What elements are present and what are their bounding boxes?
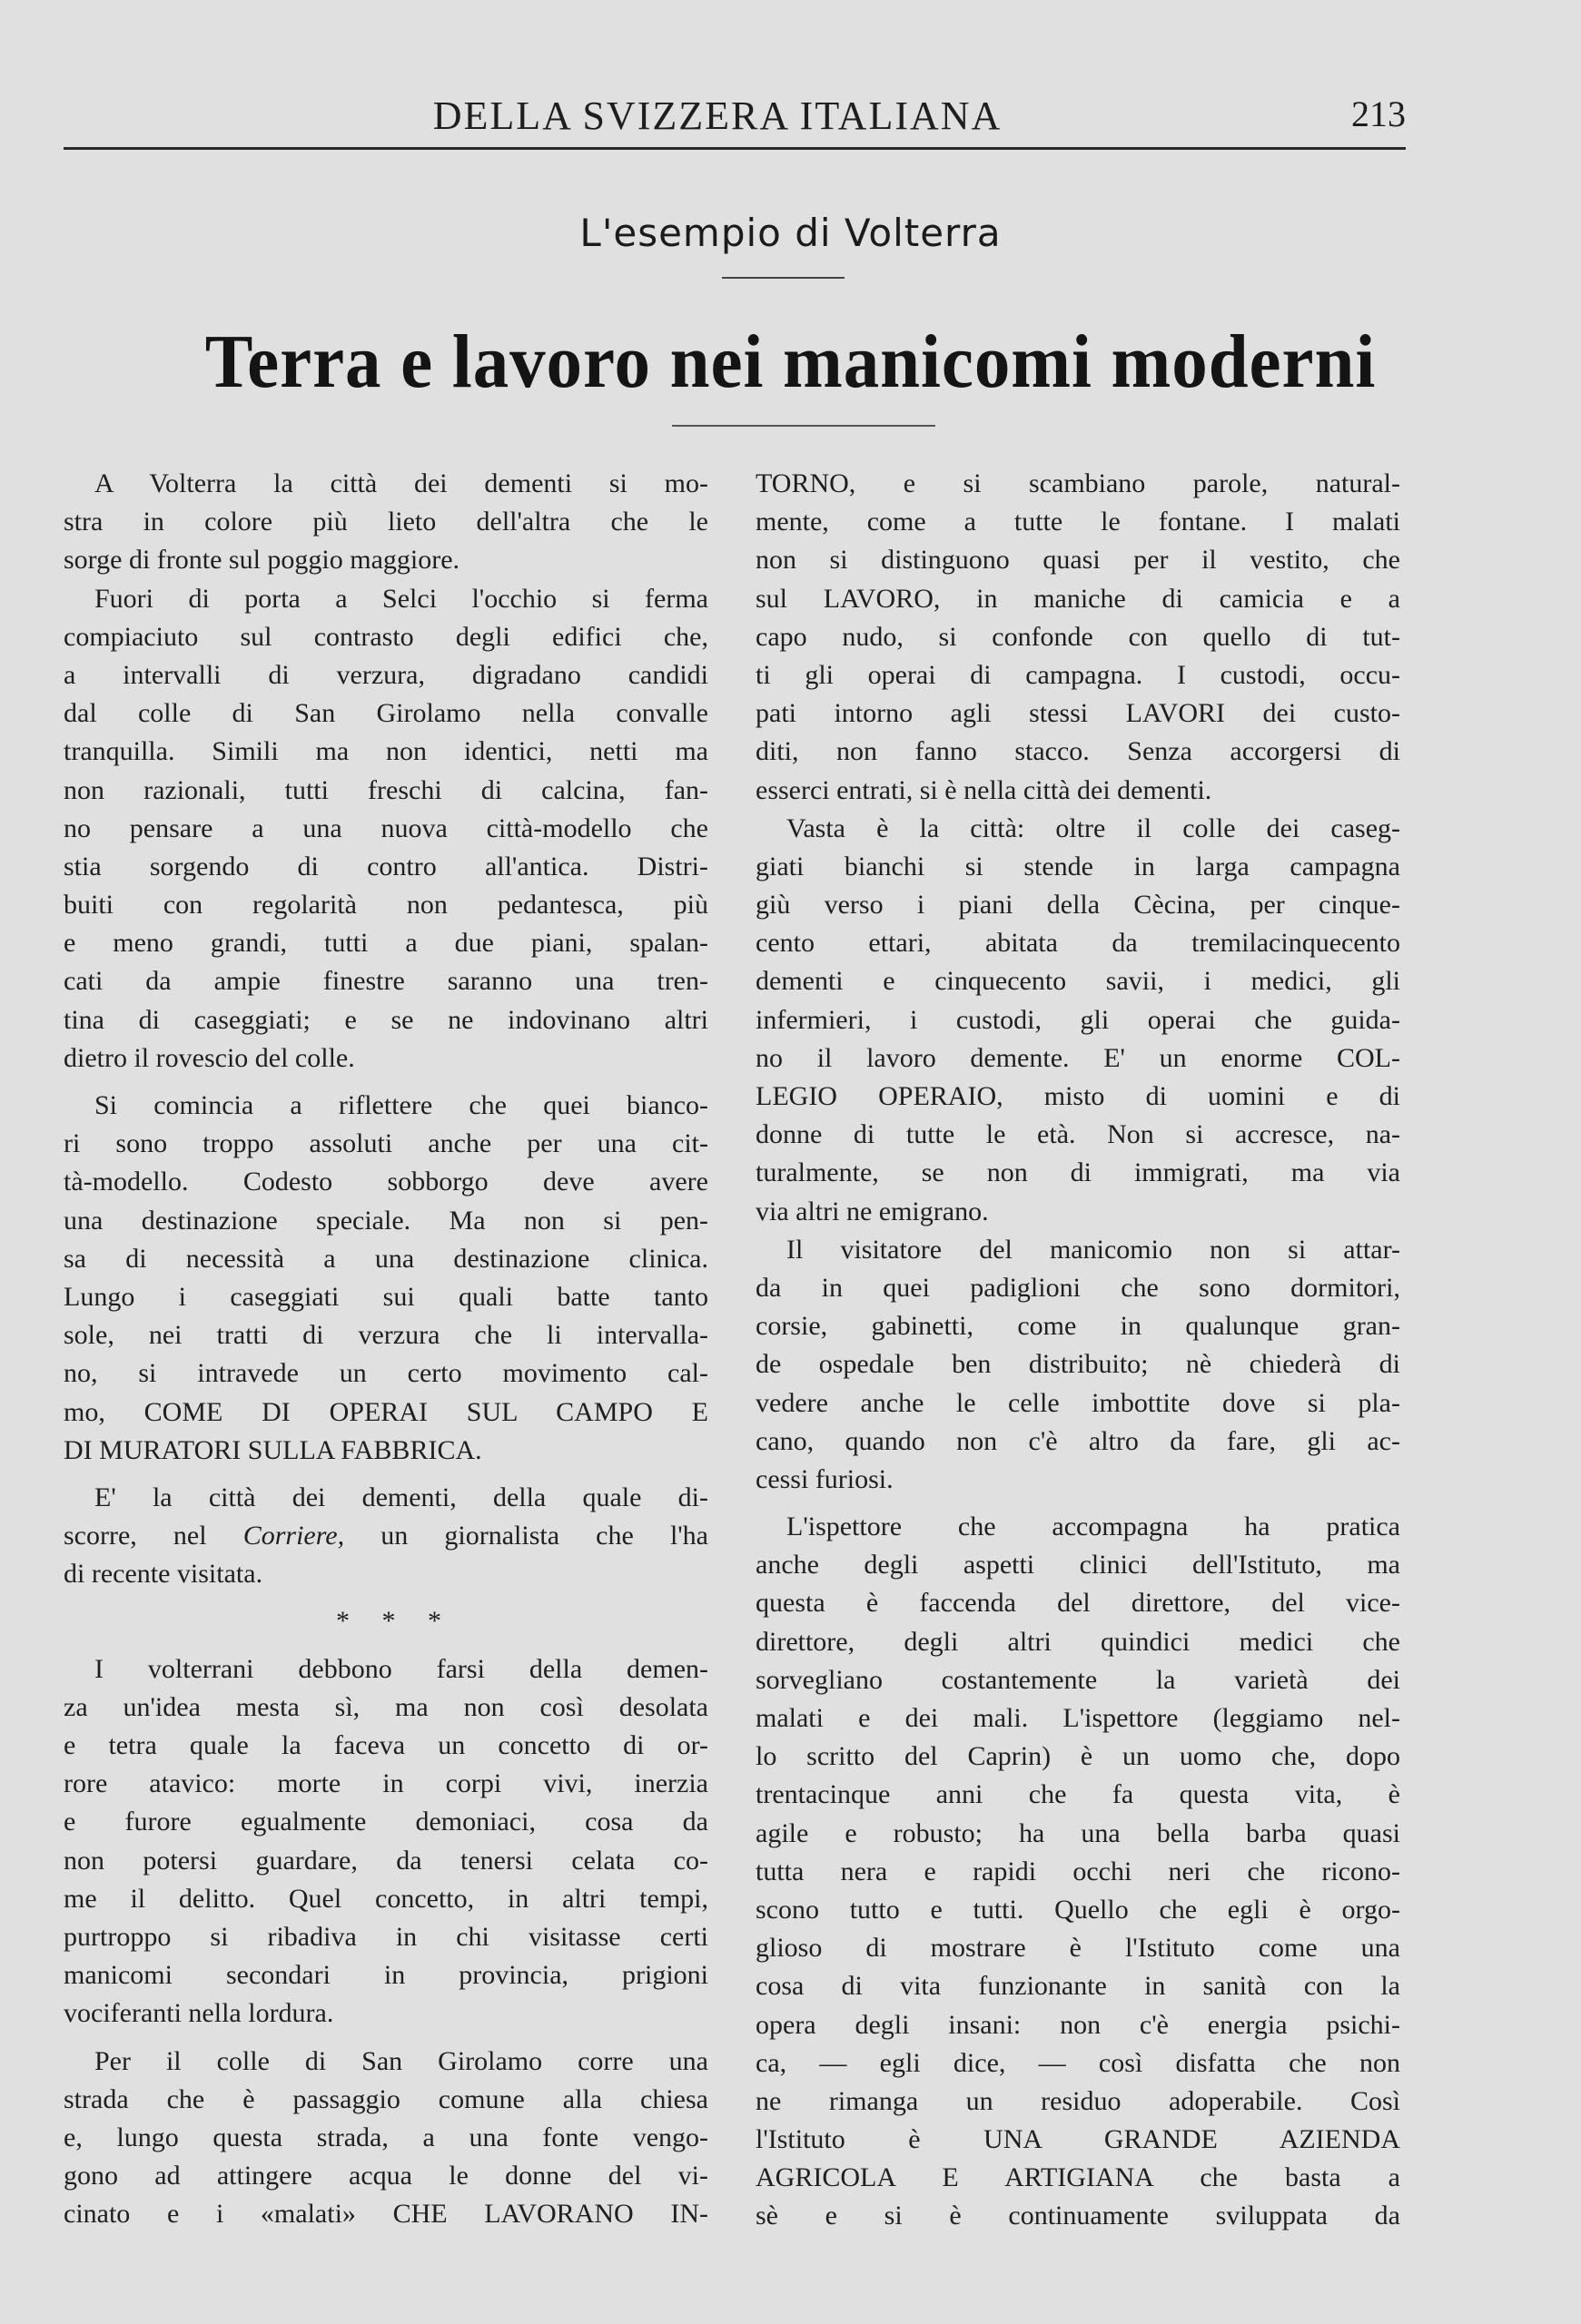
- text-line: me il delitto. Quel concetto, in altri tempi,: [64, 1883, 708, 1914]
- text-line: rore atavico: morte in corpi vivi, inerzia: [64, 1768, 708, 1799]
- text-line: stia sorgendo di contro all'antica. Distri-: [64, 851, 708, 881]
- paragraph-gap: [64, 1470, 708, 1479]
- text-line: donne di tutte le età. Non si accresce, na-: [756, 1119, 1400, 1150]
- text-line: opera degli insani: non c'è energia psichi-: [756, 2009, 1400, 2040]
- text-line: sole, nei tratti di verzura che li intervalla-: [64, 1320, 708, 1351]
- text-line: AGRICOLA E ARTIGIANA che basta a: [756, 2162, 1400, 2193]
- text-line: cessi furiosi.: [756, 1463, 894, 1494]
- text-line: scono tutto e tutti. Quello che egli è orgo-: [756, 1894, 1400, 1925]
- text-line: e meno grandi, tutti a due piani, spalan-: [64, 928, 708, 959]
- text-line: I volterrani debbono farsi della demen-: [94, 1653, 708, 1684]
- text-line: strada che è passaggio comune alla chiesa: [64, 2083, 708, 2114]
- text-line: E' la città dei dementi, della quale di-: [94, 1482, 708, 1512]
- text-line: agile e robusto; ha una bella barba quasi: [756, 1817, 1400, 1848]
- text-line: cati da ampie finestre saranno una tren-: [64, 966, 708, 997]
- text-line: ne rimanga un residuo adoperabile. Così: [756, 2085, 1400, 2116]
- running-header: [64, 82, 1406, 154]
- text-line: de ospedale ben distribuito; nè chiederà di: [756, 1349, 1400, 1380]
- right-column: [756, 465, 1400, 2236]
- headline-rule: [672, 425, 935, 427]
- text-line: gono ad attingere acqua le donne del vi-: [64, 2161, 708, 2191]
- text-line: ca, — egli dice, — così disfatta che non: [756, 2047, 1400, 2078]
- text-line: TORNO, e si scambiano parole, natural-: [756, 468, 1400, 498]
- text-line: tutta nera e rapidi occhi neri che ricono-: [756, 1856, 1400, 1886]
- text-line: l'Istituto è UNA GRANDE AZIENDA: [756, 2124, 1400, 2155]
- text-line: questa è faccenda del direttore, del vice-: [756, 1588, 1400, 1619]
- text-line: vociferanti nella lordura.: [64, 1998, 334, 2029]
- text-line: purtroppo si ribadiva in chi visitasse certi: [64, 1921, 708, 1952]
- text-line: A Volterra la città dei dementi si mo-: [94, 468, 708, 498]
- text-line: via altri ne emigrano.: [756, 1196, 989, 1226]
- text-line: sè e si è continuamente sviluppata da: [756, 2201, 1400, 2231]
- text-line: LEGIO OPERAIO, misto di uomini e di: [756, 1081, 1400, 1111]
- running-title: DELLA SVIZZERA ITALIANA: [432, 94, 1003, 138]
- text-line: e, lungo questa strada, a una fonte vengo-: [64, 2122, 708, 2152]
- text-line: mo, COME DI OPERAI SUL CAMPO E: [64, 1396, 708, 1427]
- text-line: malati e dei mali. L'ispettore (leggiamo nel-: [756, 1703, 1400, 1733]
- header-rule: [64, 147, 1406, 150]
- text-line: manicomi secondari in provincia, prigioni: [64, 1960, 708, 1991]
- text-line: vedere anche le celle imbottite dove si pla-: [756, 1387, 1400, 1418]
- text-line: non potersi guardare, da tenersi celata co-: [64, 1845, 708, 1876]
- text-line: lo scritto del Caprin) è un uomo che, dopo: [756, 1741, 1400, 1772]
- text-line: cano, quando non c'è altro da fare, gli ac-: [756, 1425, 1400, 1456]
- text-line: dal colle di San Girolamo nella convalle: [64, 698, 708, 729]
- text-line: sorvegliano costantemente la varietà dei: [756, 1664, 1400, 1695]
- text-line: Si comincia a riflettere che quei bianco-: [94, 1090, 708, 1120]
- text-line: za un'idea mesta sì, ma non così desolata: [64, 1691, 708, 1722]
- text-line: ri sono troppo assoluti anche per una cit-: [64, 1128, 708, 1159]
- text-line: e furore egualmente demoniaci, cosa da: [64, 1807, 708, 1837]
- text-line: tà-modello. Codesto sobborgo deve avere: [64, 1167, 708, 1197]
- text-line: esserci entrati, si è nella città dei dementi.: [756, 774, 1212, 805]
- text-line: non si distinguono quasi per il vestito, che: [756, 545, 1400, 576]
- text-line: sa di necessità a una destinazione clinica.: [64, 1243, 708, 1274]
- text-line: tina di caseggiati; e se ne indovinano altri: [64, 1004, 708, 1035]
- text-line: cento ettari, abitata da tremilacinquecento: [756, 928, 1400, 959]
- article-kicker: L'esempio di Volterra: [579, 211, 1002, 255]
- text-line: e tetra quale la faceva un concetto di or-: [64, 1730, 708, 1760]
- text-line: Il visitatore del manicomio non si attar-: [786, 1234, 1400, 1265]
- paragraph-gap: [64, 1641, 708, 1650]
- text-line: giati bianchi si stende in larga campagna: [756, 851, 1400, 881]
- left-column: [64, 465, 708, 2233]
- text-line: a intervalli di verzura, digradano candidi: [64, 659, 708, 690]
- text-fragment: un giornalista che l'ha: [380, 1521, 708, 1551]
- text-line: glioso di mostrare è l'Istituto come una: [756, 1933, 1400, 1964]
- text-line: mente, come a tutte le fontane. I malati: [756, 507, 1400, 537]
- text-line: turalmente, se non di immigrati, ma via: [756, 1157, 1400, 1188]
- text-line: pati intorno agli stessi LAVORI dei custo-: [756, 698, 1400, 729]
- section-separator: * * *: [336, 1606, 454, 1637]
- text-line: sorge di fronte sul poggio maggiore.: [64, 545, 460, 576]
- text-line: diti, non fanno stacco. Senza accorgersi di: [756, 736, 1400, 767]
- text-line: corsie, gabinetti, come in qualunque gran-: [756, 1311, 1400, 1342]
- text-line: anche degli aspetti clinici dell'Istituto, ma: [756, 1550, 1400, 1581]
- text-line: infermieri, i custodi, gli operai che guida-: [756, 1004, 1400, 1035]
- newspaper-title: Corriere,: [242, 1521, 345, 1551]
- text-line: direttore, degli altri quindici medici che: [756, 1626, 1400, 1657]
- text-line: Vasta è la città: oltre il colle dei caseg-: [786, 812, 1400, 843]
- text-line: non razionali, tutti freschi di calcina, fan-: [64, 774, 708, 805]
- text-line: sul LAVORO, in maniche di camicia e a: [756, 583, 1400, 614]
- text-line: giù verso i piani della Cècina, per cinque-: [756, 890, 1400, 921]
- text-line: no, si intravede un certo movimento cal-: [64, 1358, 708, 1389]
- text-line: Per il colle di San Girolamo corre una: [94, 2045, 708, 2076]
- text-fragment: scorre, nel: [64, 1521, 207, 1551]
- article-headline: Terra e lavoro nei manicomi moderni: [204, 320, 1377, 404]
- paragraph-gap: [64, 1593, 708, 1602]
- text-line: una destinazione speciale. Ma non si pen-: [64, 1205, 708, 1236]
- text-line: ti gli operai di campagna. I custodi, occu-: [756, 659, 1400, 690]
- paragraph-gap: [64, 2034, 708, 2043]
- text-line: Lungo i caseggiati sui quali batte tanto: [64, 1281, 708, 1312]
- text-line: stra in colore più lieto dell'altra che le: [64, 507, 708, 537]
- text-line: capo nudo, si confonde con quello di tut-: [756, 621, 1400, 652]
- text-line: trentacinque anni che fa questa vita, è: [756, 1779, 1400, 1810]
- text-line: no il lavoro demente. E' un enorme COL-: [756, 1042, 1400, 1073]
- text-line: da in quei padiglioni che sono dormitori,: [756, 1272, 1400, 1303]
- text-line: DI MURATORI SULLA FABBRICA.: [64, 1434, 482, 1465]
- text-line: buiti con regolarità non pedantesca, più: [64, 890, 708, 921]
- text-line: Fuori di porta a Selci l'occhio si ferma: [94, 583, 708, 614]
- page-number: 213: [1351, 94, 1406, 134]
- text-line: dementi e cinquecento savii, i medici, gli: [756, 966, 1400, 997]
- text-line: compiaciuto sul contrasto degli edifici che,: [64, 621, 708, 652]
- text-line: L'ispettore che accompagna ha pratica: [786, 1512, 1400, 1542]
- text-line: cosa di vita funzionante in sanità con la: [756, 1971, 1400, 2002]
- paragraph-gap: [756, 1499, 1400, 1508]
- text-line: dietro il rovescio del colle.: [64, 1042, 355, 1073]
- text-line: tranquilla. Simili ma non identici, netti ma: [64, 736, 708, 767]
- text-line: no pensare a una nuova città-modello che: [64, 812, 708, 843]
- paragraph-gap: [64, 1078, 708, 1087]
- text-line: [64, 1517, 708, 1555]
- text-line: di recente visitata.: [64, 1559, 263, 1590]
- kicker-rule: [722, 277, 845, 279]
- text-line: cinato e i «malati» CHE LAVORANO IN-: [64, 2199, 708, 2230]
